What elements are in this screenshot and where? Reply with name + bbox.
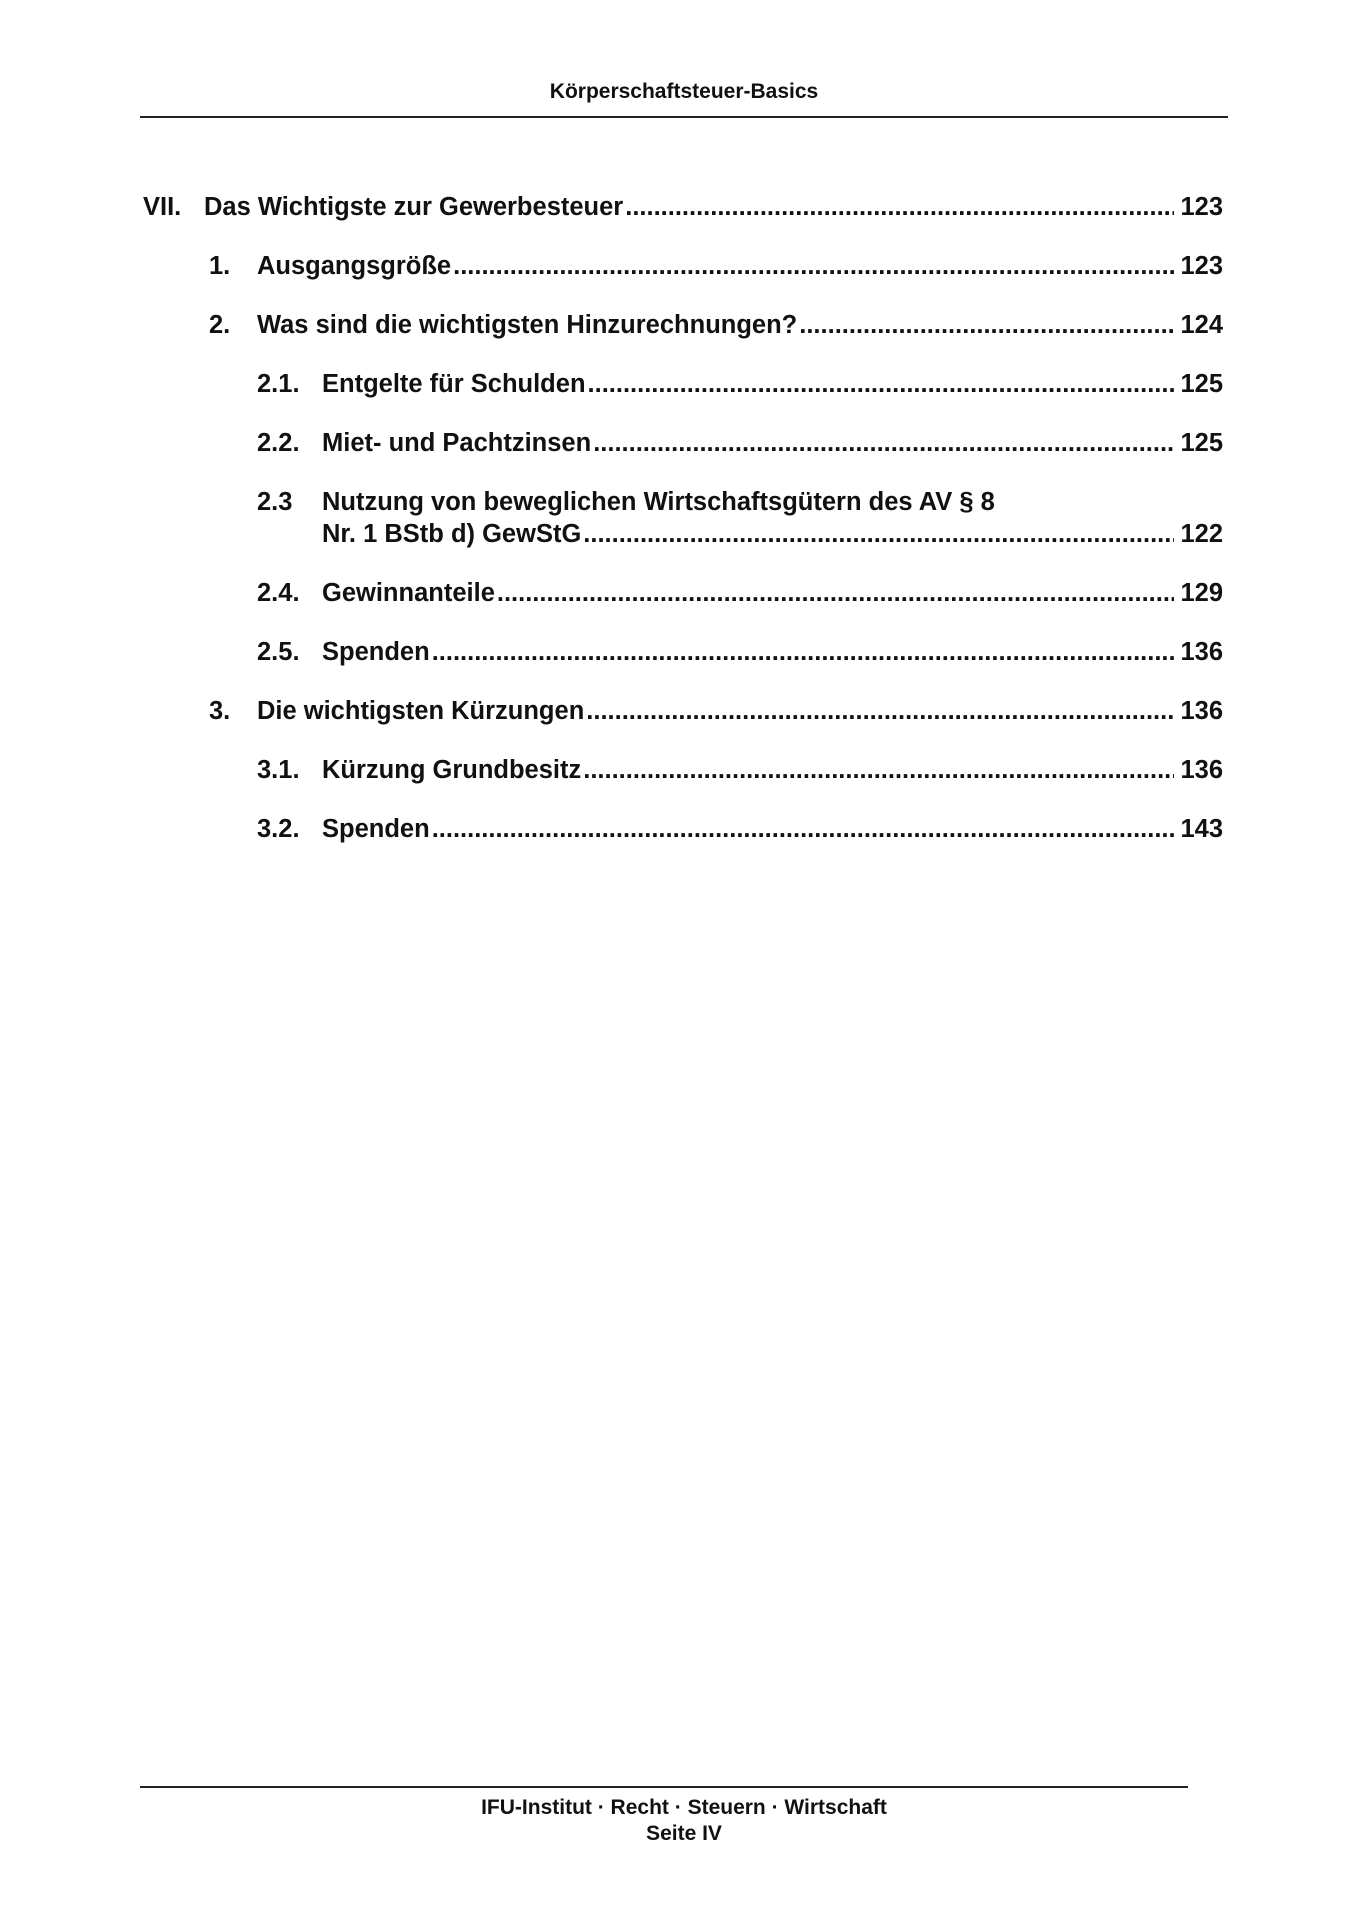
toc-number: 2.5. <box>257 638 300 666</box>
toc-page-number: 123 <box>1180 193 1223 221</box>
toc-number: 3.2. <box>257 815 300 843</box>
toc-leader-dots <box>583 753 1174 787</box>
toc-number: VII. <box>143 193 182 221</box>
toc-leader-dots <box>586 694 1174 728</box>
table-of-contents <box>0 190 1358 890</box>
toc-page-number: 136 <box>1180 756 1223 784</box>
toc-page-number: 136 <box>1180 697 1223 725</box>
toc-title: Die wichtigsten Kürzungen <box>257 697 585 725</box>
toc-leader-dots <box>583 517 1174 551</box>
toc-title-line1: Nutzung von beweglichen Wirtschaftsgütern des AV § 8 <box>322 488 995 516</box>
toc-entry-3-1[interactable] <box>257 753 1223 787</box>
toc-page-number: 136 <box>1180 638 1223 666</box>
toc-page-number: 125 <box>1180 429 1223 457</box>
toc-number: 1. <box>209 252 231 280</box>
toc-page-number: 122 <box>1180 520 1223 548</box>
toc-title: Was sind die wichtigsten Hinzurechnungen? <box>257 311 798 339</box>
header-rule <box>140 116 1228 118</box>
toc-title: Entgelte für Schulden <box>322 370 586 398</box>
toc-title: Spenden <box>322 815 430 843</box>
toc-leader-dots <box>625 190 1174 224</box>
toc-entry-3-2[interactable] <box>257 812 1223 846</box>
toc-leader-dots <box>799 308 1174 342</box>
running-header: Körperschaftsteuer-Basics <box>549 80 819 103</box>
toc-page-number: 124 <box>1180 311 1223 339</box>
footer-rule <box>140 1786 1188 1788</box>
toc-leader-dots <box>432 812 1175 846</box>
toc-leader-dots <box>432 635 1175 669</box>
toc-number: 2.1. <box>257 370 300 398</box>
toc-number: 2.3 <box>257 488 293 516</box>
toc-number: 2. <box>209 311 231 339</box>
toc-entry-vii[interactable] <box>143 190 1223 224</box>
footer-institute: IFU-Institut · Recht · Steuern · Wirtschaft <box>481 1796 887 1819</box>
toc-title: Das Wichtigste zur Gewerbesteuer <box>204 193 624 221</box>
toc-leader-dots <box>497 576 1175 610</box>
toc-number: 2.4. <box>257 579 300 607</box>
toc-leader-dots <box>593 426 1174 460</box>
toc-entry-2-3[interactable] <box>257 485 1223 551</box>
toc-entry-2-1[interactable] <box>257 367 1223 401</box>
toc-number: 3.1. <box>257 756 300 784</box>
toc-entry-2[interactable] <box>209 308 1223 342</box>
toc-number: 2.2. <box>257 429 300 457</box>
toc-page-number: 123 <box>1180 252 1223 280</box>
toc-page-number: 129 <box>1180 579 1223 607</box>
toc-title: Ausgangsgröße <box>257 252 452 280</box>
toc-entry-2-4[interactable] <box>257 576 1223 610</box>
toc-entry-3[interactable] <box>209 694 1223 728</box>
toc-title: Spenden <box>322 638 430 666</box>
toc-title: Kürzung Grundbesitz <box>322 756 582 784</box>
toc-leader-dots <box>588 367 1175 401</box>
toc-page-number: 143 <box>1180 815 1223 843</box>
toc-title: Nr. 1 BStb d) GewStG <box>322 520 582 548</box>
toc-title: Gewinnanteile <box>322 579 495 607</box>
toc-entry-1[interactable] <box>209 249 1223 283</box>
toc-entry-2-5[interactable] <box>257 635 1223 669</box>
toc-number: 3. <box>209 697 231 725</box>
toc-leader-dots <box>453 249 1174 283</box>
footer-page-label: Seite IV <box>646 1822 722 1845</box>
toc-page-number: 125 <box>1180 370 1223 398</box>
toc-entry-2-2[interactable] <box>257 426 1223 460</box>
toc-title: Miet- und Pachtzinsen <box>322 429 592 457</box>
